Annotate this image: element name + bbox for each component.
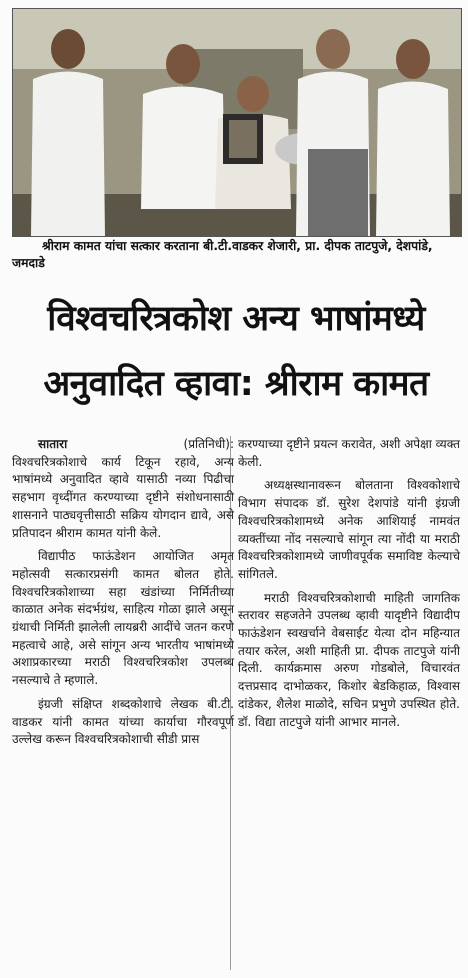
headline-line-2: अनुवादित व्हावा: श्रीराम कामत xyxy=(43,364,429,404)
dateline-source: (प्रतिनिधी): xyxy=(183,437,234,451)
left-paragraph-2: विद्यापीठ फाऊंडेशन आयोजित अमृत महोत्सवी सत्कारप्रसंगी कामत बोलत होते. विश्वचरित्रकोशाच्या सहा खंडांच्या निर्मितीच्या काळात अनेक संदर्भग्रंथ, साहित्य गोळा झाले असून ग्रंथाची निर्मिती झालेली लायब्ररी आदींचे जतन करणे महत्वाचे आहे, असे सांगून अन्य भारतीय भाषांमध्ये अशाप्रकारच्या मराठी विश्वचरित्रकोश उपलब्ध नसल्याचे ते म्हणाले. xyxy=(12,549,234,688)
headline-line-1: विश्वचरित्रकोश अन्य भाषांमध्ये xyxy=(47,299,425,339)
felicitation-photo-illustration xyxy=(13,9,461,236)
right-paragraph-2: अध्यक्षस्थानावरून बोलताना विश्वकोशाचे विभाग संपादक डॉ. सुरेश देशपांडे यांनी इंग्रजी विश्वचरित्रकोशामध्ये अनेक आशियाई नामवंत व्यक्तींच्या नोंद नसल्याचे सांगून त्या नोंदी या मराठी विश्वचरित्रकोशामध्ये जाणीवपूर्वक समाविष्ट केल्याचे सांगितले. xyxy=(238,478,460,581)
photo-caption: श्रीराम कामत यांचा सत्कार करताना बी.टी.वाडकर शेजारी, प्रा. दीपक ताटपुजे, देशपांडे, जमदाडे xyxy=(12,239,433,270)
right-paragraph-3: मराठी विश्वचरित्रकोशाची माहिती जागतिक स्तरावर सहजतेने उपलब्ध व्हावी यादृष्टीने विद्यादीप फाऊंडेशन स्वखर्चाने वेबसाईट येत्या दोन महिन्यात तयार करेल, अशी माहिती प्रा. दीपक ताटपुजे यांनी दिली. कार्यक्रमास अरुण गोडबोले, विचारवंत दत्तप्रसाद दाभोळकर, किशोर बेडकिहाळ, विश्वास दांडेकर, शैलेश माळोदे, सचिन प्रभुणे उपस्थित होते. डॉ. विद्या ताटपुजे यांनी आभार मानले. xyxy=(238,590,460,729)
article-column-left xyxy=(12,436,234,749)
left-paragraph-3: इंग्रजी संक्षिप्त शब्दकोशाचे लेखक बी.टी. वाडकर यांनी कामत यांच्या कार्याचा गौरवपूर्ण उल्लेख करून विश्वचरित्रकोशाची सीडी प्रास xyxy=(12,696,234,747)
dateline-place: सातारा xyxy=(38,437,68,451)
right-paragraph-1: करण्याच्या दृष्टीने प्रयत्न करावेत, अशी अपेक्षा व्यक्त केली. xyxy=(238,437,460,469)
dateline xyxy=(12,436,234,454)
left-paragraph-1: विश्वचरित्रकोशाचे कार्य टिकून रहावे, अन्य भाषांमध्ये अनुवादित व्हावे यासाठी नव्या पिढीचा सहभाग वृध्दींगत करण्याच्या दृष्टीने संशोधनासाठी शासनाने पाठ्यवृत्तीसाठी सक्रिय योगदान द्यावे, असे प्रतिपादन श्रीराम कामत यांनी केले. xyxy=(12,454,234,540)
event-photograph xyxy=(12,8,462,237)
article-column-right xyxy=(238,436,460,731)
